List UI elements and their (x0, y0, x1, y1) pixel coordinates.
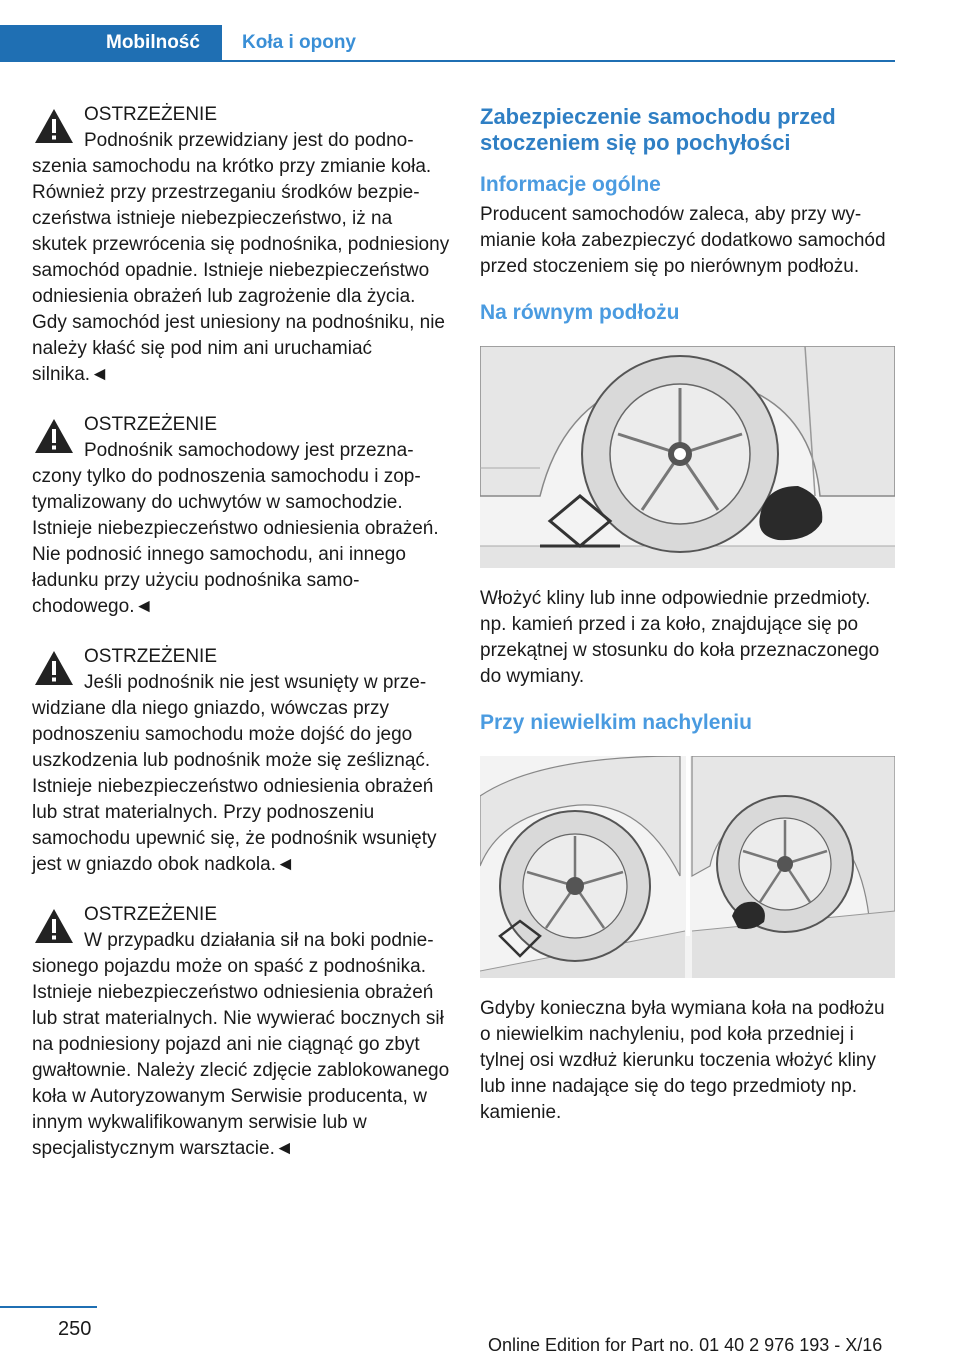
warning-text: Jeśli podnośnik nie jest wsunięty w przewidziane dla niego gniazdo, wówczas przy podnoszeniu samochodu może dojść do jego uszkodzenia lub podnośnik może się ześliznąć. Istnieje niebezpieczeństwo odniesienia obrażeń lub strat materialnych. Przy podnoszeniu samochodu upewnić się, że podnośnik wsunięty jest w gniazdo obok nadkola.◄ (32, 672, 437, 875)
page-number-rule (0, 1306, 97, 1308)
warning-text: W przypadku działania sił na boki podniesionego pojazdu może on spaść z podnośnika. Istnieje niebezpieczeństwo odniesienia obrażeń lub strat materialnych. Nie wywierać bocznych sił na podniesiony pojazd ani nie ciągnąć go zbyt gwałtownie. Należy zlecić zdjęcie zablokowanego koła w Autoryzowanym Serwisie producenta, w innym wykwalifikowanym serwisie lub w specjalistycznym warsztacie.◄ (32, 930, 450, 1159)
warning-title: OSTRZEŻENIE (84, 904, 218, 925)
warning-block (32, 410, 450, 620)
slope-text: Gdyby konieczna była wymiana koła na podłożu o niewielkim nachyleniu, pod koła przedniej i tylnej osi wzdłuż kierunku toczenia włożyć kliny lub inne nadające się do tego przedmioty np. kamienie. (480, 998, 885, 1123)
right-column (480, 100, 898, 1126)
page-header (0, 25, 895, 63)
warning-triangle-icon (34, 908, 74, 944)
slope-illustration (480, 756, 895, 978)
warning-block (32, 642, 450, 878)
warning-text: Podnośnik samochodowy jest przeznaczony tylko do podnoszenia samochodu i zoptymalizowany do uchwytów w samochodzie. Istnieje niebezpieczeństwo odniesienia obrażeń. Nie podnosić innego samochodu, ani innego ładunku przy użyciu podnośnika samochodowego.◄ (32, 440, 439, 617)
warning-block (32, 100, 450, 388)
header-divider (0, 60, 895, 62)
flat-heading: Na równym podłożu (480, 301, 680, 324)
tab-section[interactable]: Mobilność (0, 25, 222, 61)
warning-title: OSTRZEŻENIE (84, 646, 218, 667)
left-column (32, 100, 450, 1184)
page-number: 250 (58, 1318, 92, 1340)
flat-ground-illustration (480, 346, 895, 568)
slope-heading: Przy niewielkim nachyleniu (480, 711, 752, 734)
general-text: Producent samochodów zaleca, aby przy wymianie koła zabezpieczyć dodatkowo samochód przed stoczeniem się po nierównym podłożu. (480, 204, 886, 277)
tab-subsection[interactable]: Koła i opony (242, 32, 356, 53)
section-title: Zabezpieczenie samochodu przed stoczeniem się po pochyłości (480, 104, 836, 155)
flat-text: Włożyć kliny lub inne odpowiednie przedmioty. np. kamień przed i za koło, znajdujące się po przekątnej w stosunku do koła przeznaczonego do wymiany. (480, 588, 880, 687)
general-heading: Informacje ogólne (480, 173, 661, 196)
warning-triangle-icon (34, 418, 74, 454)
warning-title: OSTRZEŻENIE (84, 414, 218, 435)
warning-text: Podnośnik przewidziany jest do podnoszenia samochodu na krótko przy zmianie koła. Również przy przestrzeganiu środków bezpieczeństwa istnieje niebezpieczeństwo, iż na skutek przewrócenia się podnośnika, podniesiony samochód opadnie. Istnieje niebezpieczeństwo odniesienia obrażeń lub zagrożenie dla życia. Gdy samochód jest uniesiony na podnośniku, nie należy kłaść się pod nim ani uruchamiać silnika.◄ (32, 130, 450, 385)
edition-note: Online Edition for Part no. 01 40 2 976 193 - X/16 (488, 1335, 883, 1355)
warning-triangle-icon (34, 650, 74, 686)
warning-block (32, 900, 450, 1162)
warning-triangle-icon (34, 108, 74, 144)
warning-title: OSTRZEŻENIE (84, 104, 218, 125)
